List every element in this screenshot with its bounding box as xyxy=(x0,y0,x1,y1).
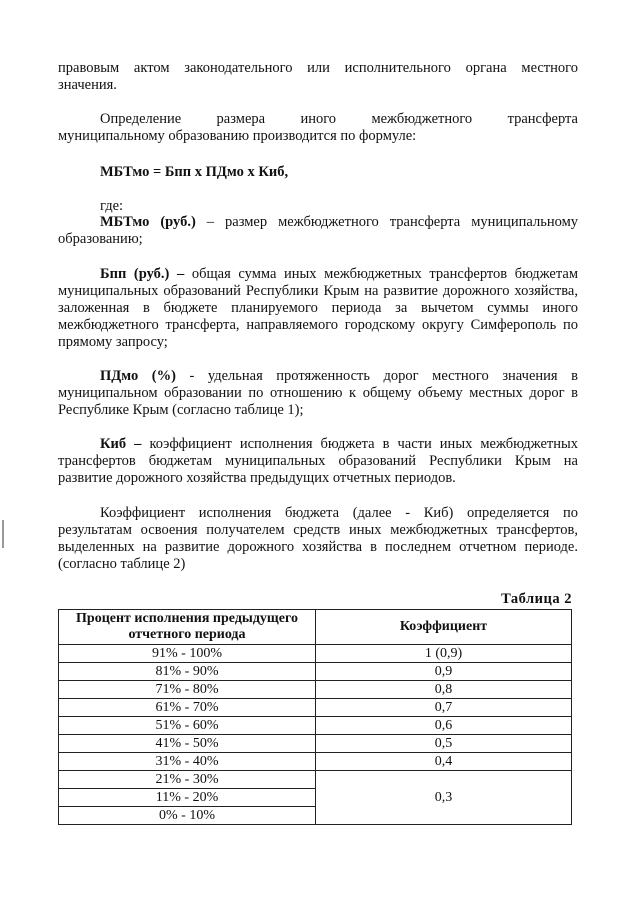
where-label: где: xyxy=(100,198,124,214)
definition-pdmo-text: - удельная протяженность дорог местного значения в муниципальном образовании по отношению к общему объему местных дорог в Республике Крым (согласно таблице 1); xyxy=(58,368,578,418)
coef-cell: 0,7 xyxy=(316,699,572,717)
table-row xyxy=(59,681,572,699)
table-caption: Таблица 2 xyxy=(501,591,572,607)
table-row xyxy=(59,753,572,771)
margin-mark xyxy=(2,520,4,548)
coef-cell: 0,6 xyxy=(316,717,572,735)
paragraph-intro-line-1: правовым актом законодательного или исполнительного органа местного xyxy=(58,60,578,76)
range-cell: 11% - 20% xyxy=(59,789,316,807)
definition-pdmo xyxy=(58,368,578,419)
range-cell: 41% - 50% xyxy=(59,735,316,753)
header-percent: Процент исполнения предыдущего отчетного периода xyxy=(59,610,316,645)
coef-cell-merged: 0,3 xyxy=(316,771,572,825)
definition-pdmo-term: ПДмо (%) xyxy=(100,368,176,384)
table-row xyxy=(59,771,572,789)
definition-bpp xyxy=(58,266,578,351)
paragraph-intro xyxy=(58,60,578,94)
definition-mbt xyxy=(58,214,578,248)
range-cell: 51% - 60% xyxy=(59,717,316,735)
paragraph-definition-line-2: муниципальному образованию производится по формуле: xyxy=(58,128,417,144)
paragraph-definition xyxy=(58,111,578,145)
table-row xyxy=(59,717,572,735)
range-cell: 21% - 30% xyxy=(59,771,316,789)
coef-cell: 0,8 xyxy=(316,681,572,699)
range-cell: 61% - 70% xyxy=(59,699,316,717)
table-row xyxy=(59,699,572,717)
table-row xyxy=(59,645,572,663)
range-cell: 91% - 100% xyxy=(59,645,316,663)
paragraph-intro-line-2: значения. xyxy=(58,77,117,93)
range-cell: 71% - 80% xyxy=(59,681,316,699)
coefficient-table xyxy=(58,609,572,825)
paragraph-coefficient: Коэффициент исполнения бюджета (далее - Киб) определяется по результатам освоения получателем средств иных межбюджетных трансфертов, выделенных на развитие дорожного хозяйства в последнем отчетном периоде. (согласно таблице 2) xyxy=(58,505,578,572)
coef-cell: 0,9 xyxy=(316,663,572,681)
definition-mbt-term: МБТмо (руб.) xyxy=(100,214,196,230)
coef-cell: 0,5 xyxy=(316,735,572,753)
paragraph-definition-line-1: Определение размера иного межбюджетного трансферта xyxy=(100,111,578,127)
range-cell: 81% - 90% xyxy=(59,663,316,681)
coef-cell: 0,4 xyxy=(316,753,572,771)
formula: МБТмо = Бпп х ПДмо х Киб, xyxy=(100,164,289,180)
definition-bpp-term: Бпп (руб.) – xyxy=(100,266,185,282)
table-header-row xyxy=(59,610,572,645)
definition-bpp-text: общая сумма иных межбюджетных трансфертов бюджетам муниципальных образований Республики Крым на развитие дорожного хозяйства, заложенная в бюджете планируемого периода за вычетом суммы иного межбюджетного трансферта, направляемого городскому округу Симферополь по прямому запросу; xyxy=(58,266,578,350)
table-row xyxy=(59,735,572,753)
coef-cell: 1 (0,9) xyxy=(316,645,572,663)
table-row xyxy=(59,663,572,681)
header-coefficient: Коэффициент xyxy=(316,610,572,645)
range-cell: 31% - 40% xyxy=(59,753,316,771)
definition-mbt-text: – размер межбюджетного трансферта муниципальному образованию; xyxy=(58,214,578,247)
range-cell: 0% - 10% xyxy=(59,807,316,825)
definition-kib xyxy=(58,436,578,487)
definition-kib-term: Киб – xyxy=(100,436,142,452)
definition-kib-text: коэффициент исполнения бюджета в части иных межбюджетных трансфертов бюджетам муниципальных образований Республики Крым на развитие дорожного хозяйства предыдущих отчетных периодов. xyxy=(58,436,578,486)
